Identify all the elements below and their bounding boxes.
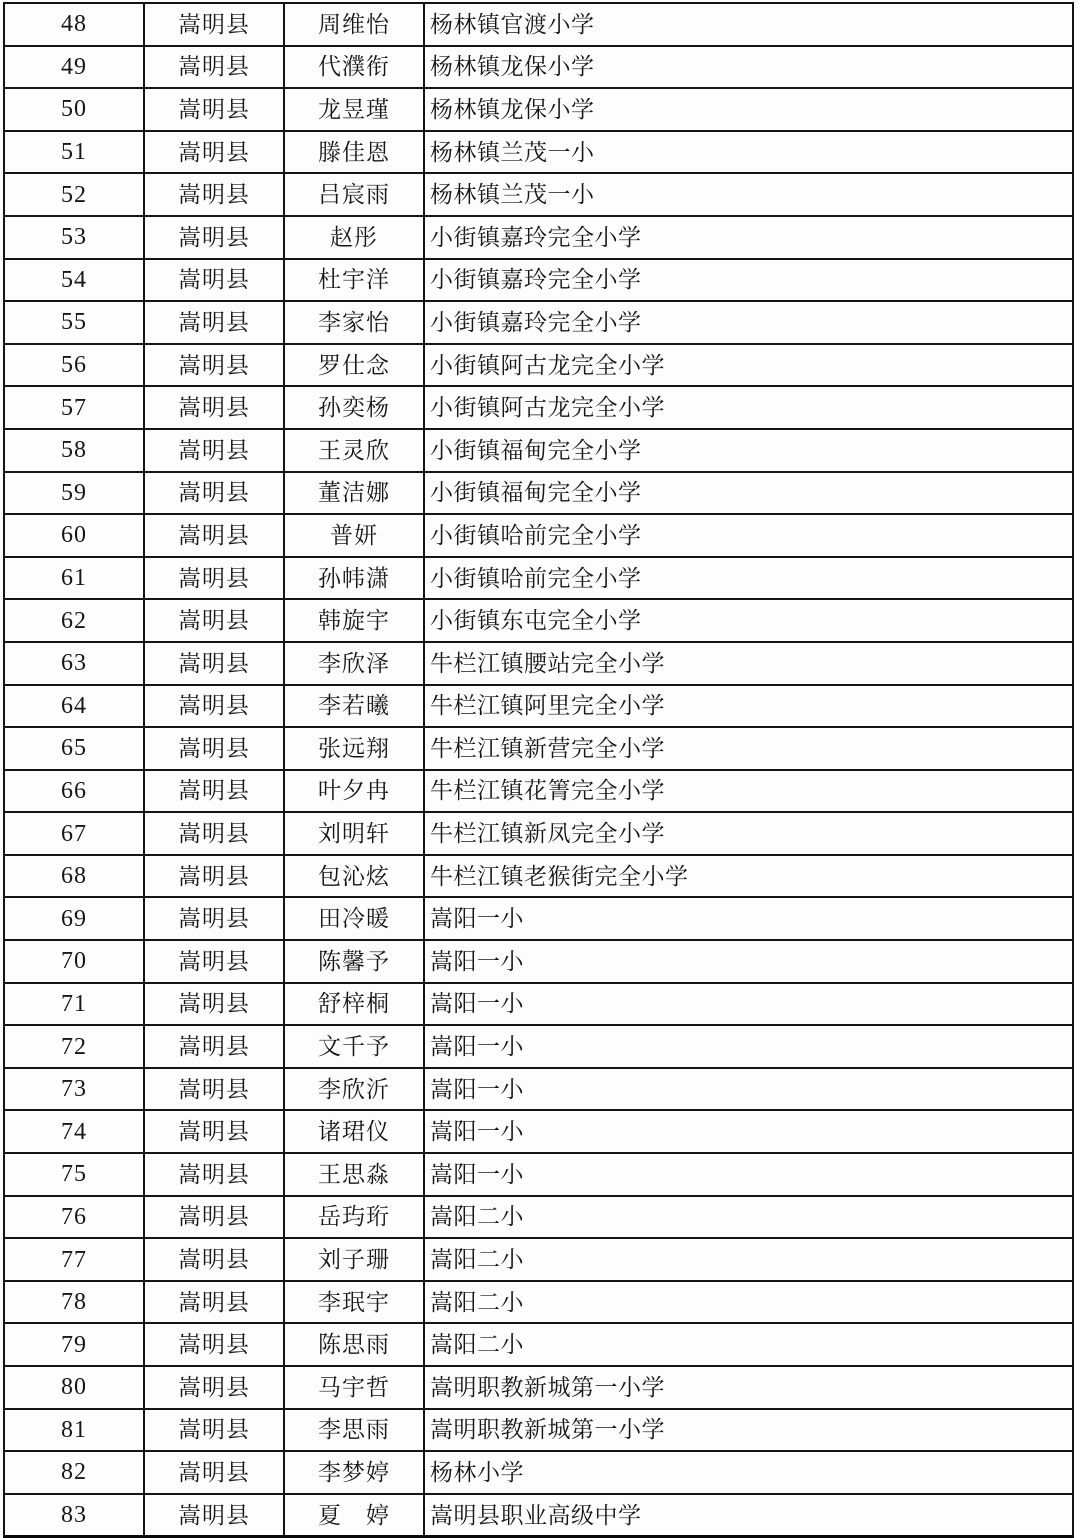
school-cell: 小街镇福甸完全小学 bbox=[424, 429, 1073, 472]
county-cell: 嵩明县 bbox=[144, 855, 284, 898]
row-number-cell: 54 bbox=[4, 259, 144, 302]
name-cell: 李若曦 bbox=[284, 685, 424, 728]
county-cell: 嵩明县 bbox=[144, 557, 284, 600]
row-number-cell: 66 bbox=[4, 770, 144, 813]
table-row bbox=[4, 1451, 1073, 1494]
table-row bbox=[4, 1323, 1073, 1366]
row-number-cell: 79 bbox=[4, 1323, 144, 1366]
name-cell: 周维怡 bbox=[284, 3, 424, 46]
name-cell: 刘子珊 bbox=[284, 1238, 424, 1281]
school-cell: 牛栏江镇花箐完全小学 bbox=[424, 770, 1073, 813]
school-cell: 嵩阳二小 bbox=[424, 1196, 1073, 1239]
row-number-cell: 53 bbox=[4, 216, 144, 259]
county-cell: 嵩明县 bbox=[144, 685, 284, 728]
county-cell: 嵩明县 bbox=[144, 897, 284, 940]
name-cell: 陈思雨 bbox=[284, 1323, 424, 1366]
school-cell: 嵩明职教新城第一小学 bbox=[424, 1366, 1073, 1409]
school-cell: 杨林镇兰茂一小 bbox=[424, 173, 1073, 216]
county-cell: 嵩明县 bbox=[144, 3, 284, 46]
county-cell: 嵩明县 bbox=[144, 1153, 284, 1196]
row-number-cell: 59 bbox=[4, 472, 144, 515]
table-row bbox=[4, 1025, 1073, 1068]
school-cell: 嵩阳二小 bbox=[424, 1238, 1073, 1281]
name-cell: 包沁炫 bbox=[284, 855, 424, 898]
row-number-cell: 49 bbox=[4, 46, 144, 89]
school-cell: 嵩阳一小 bbox=[424, 1153, 1073, 1196]
table-row bbox=[4, 88, 1073, 131]
row-number-cell: 75 bbox=[4, 1153, 144, 1196]
table-row bbox=[4, 173, 1073, 216]
table-row bbox=[4, 897, 1073, 940]
county-cell: 嵩明县 bbox=[144, 472, 284, 515]
name-cell: 舒梓桐 bbox=[284, 983, 424, 1026]
name-cell: 田冷暖 bbox=[284, 897, 424, 940]
table-row bbox=[4, 855, 1073, 898]
name-cell: 赵彤 bbox=[284, 216, 424, 259]
name-cell: 马宇哲 bbox=[284, 1366, 424, 1409]
row-number-cell: 64 bbox=[4, 685, 144, 728]
table-row bbox=[4, 1068, 1073, 1111]
county-cell: 嵩明县 bbox=[144, 812, 284, 855]
table-row bbox=[4, 642, 1073, 685]
county-cell: 嵩明县 bbox=[144, 1366, 284, 1409]
table-row bbox=[4, 685, 1073, 728]
row-number-cell: 78 bbox=[4, 1281, 144, 1324]
row-number-cell: 48 bbox=[4, 3, 144, 46]
county-cell: 嵩明县 bbox=[144, 1110, 284, 1153]
table-row bbox=[4, 1196, 1073, 1239]
county-cell: 嵩明县 bbox=[144, 1323, 284, 1366]
county-cell: 嵩明县 bbox=[144, 1451, 284, 1494]
school-cell: 小街镇福甸完全小学 bbox=[424, 472, 1073, 515]
school-cell: 嵩阳一小 bbox=[424, 1025, 1073, 1068]
county-cell: 嵩明县 bbox=[144, 46, 284, 89]
school-cell: 牛栏江镇阿里完全小学 bbox=[424, 685, 1073, 728]
table-row bbox=[4, 3, 1073, 46]
county-cell: 嵩明县 bbox=[144, 727, 284, 770]
name-cell: 文千予 bbox=[284, 1025, 424, 1068]
school-cell: 小街镇嘉玲完全小学 bbox=[424, 259, 1073, 302]
school-cell: 嵩明职教新城第一小学 bbox=[424, 1409, 1073, 1452]
name-cell: 李珉宇 bbox=[284, 1281, 424, 1324]
county-cell: 嵩明县 bbox=[144, 429, 284, 472]
school-cell: 杨林镇龙保小学 bbox=[424, 46, 1073, 89]
table-row bbox=[4, 46, 1073, 89]
school-cell: 嵩明县职业高级中学 bbox=[424, 1494, 1073, 1538]
school-cell: 小街镇东屯完全小学 bbox=[424, 599, 1073, 642]
row-number-cell: 61 bbox=[4, 557, 144, 600]
name-cell: 龙昱瑾 bbox=[284, 88, 424, 131]
row-number-cell: 69 bbox=[4, 897, 144, 940]
student-roster-table-body bbox=[4, 3, 1073, 1538]
table-row bbox=[4, 216, 1073, 259]
county-cell: 嵩明县 bbox=[144, 1494, 284, 1538]
row-number-cell: 50 bbox=[4, 88, 144, 131]
row-number-cell: 70 bbox=[4, 940, 144, 983]
county-cell: 嵩明县 bbox=[144, 1238, 284, 1281]
name-cell: 代濮衔 bbox=[284, 46, 424, 89]
county-cell: 嵩明县 bbox=[144, 259, 284, 302]
county-cell: 嵩明县 bbox=[144, 386, 284, 429]
name-cell: 吕宸雨 bbox=[284, 173, 424, 216]
school-cell: 杨林镇龙保小学 bbox=[424, 88, 1073, 131]
row-number-cell: 67 bbox=[4, 812, 144, 855]
school-cell: 牛栏江镇新营完全小学 bbox=[424, 727, 1073, 770]
name-cell: 王思淼 bbox=[284, 1153, 424, 1196]
row-number-cell: 60 bbox=[4, 514, 144, 557]
name-cell: 王灵欣 bbox=[284, 429, 424, 472]
row-number-cell: 62 bbox=[4, 599, 144, 642]
table-row bbox=[4, 1153, 1073, 1196]
row-number-cell: 57 bbox=[4, 386, 144, 429]
county-cell: 嵩明县 bbox=[144, 940, 284, 983]
name-cell: 滕佳恩 bbox=[284, 131, 424, 174]
name-cell: 诸珺仪 bbox=[284, 1110, 424, 1153]
row-number-cell: 81 bbox=[4, 1409, 144, 1452]
table-row bbox=[4, 1238, 1073, 1281]
table-row bbox=[4, 557, 1073, 600]
county-cell: 嵩明县 bbox=[144, 599, 284, 642]
county-cell: 嵩明县 bbox=[144, 88, 284, 131]
name-cell: 李思雨 bbox=[284, 1409, 424, 1452]
county-cell: 嵩明县 bbox=[144, 642, 284, 685]
row-number-cell: 82 bbox=[4, 1451, 144, 1494]
table-row bbox=[4, 727, 1073, 770]
school-cell: 牛栏江镇老猴街完全小学 bbox=[424, 855, 1073, 898]
table-row bbox=[4, 940, 1073, 983]
school-cell: 小街镇哈前完全小学 bbox=[424, 514, 1073, 557]
table-row bbox=[4, 301, 1073, 344]
name-cell: 董洁娜 bbox=[284, 472, 424, 515]
name-cell: 叶夕冉 bbox=[284, 770, 424, 813]
table-row bbox=[4, 983, 1073, 1026]
county-cell: 嵩明县 bbox=[144, 1068, 284, 1111]
school-cell: 小街镇嘉玲完全小学 bbox=[424, 216, 1073, 259]
county-cell: 嵩明县 bbox=[144, 1025, 284, 1068]
school-cell: 杨林镇兰茂一小 bbox=[424, 131, 1073, 174]
county-cell: 嵩明县 bbox=[144, 1409, 284, 1452]
row-number-cell: 63 bbox=[4, 642, 144, 685]
county-cell: 嵩明县 bbox=[144, 770, 284, 813]
table-row bbox=[4, 259, 1073, 302]
county-cell: 嵩明县 bbox=[144, 216, 284, 259]
table-row bbox=[4, 599, 1073, 642]
table-row bbox=[4, 1494, 1073, 1538]
row-number-cell: 76 bbox=[4, 1196, 144, 1239]
name-cell: 孙帏潇 bbox=[284, 557, 424, 600]
table-row bbox=[4, 429, 1073, 472]
county-cell: 嵩明县 bbox=[144, 514, 284, 557]
table-row bbox=[4, 1409, 1073, 1452]
table-row bbox=[4, 514, 1073, 557]
county-cell: 嵩明县 bbox=[144, 983, 284, 1026]
row-number-cell: 83 bbox=[4, 1494, 144, 1538]
row-number-cell: 77 bbox=[4, 1238, 144, 1281]
county-cell: 嵩明县 bbox=[144, 131, 284, 174]
name-cell: 李家怡 bbox=[284, 301, 424, 344]
school-cell: 嵩阳二小 bbox=[424, 1323, 1073, 1366]
row-number-cell: 80 bbox=[4, 1366, 144, 1409]
county-cell: 嵩明县 bbox=[144, 173, 284, 216]
row-number-cell: 68 bbox=[4, 855, 144, 898]
name-cell: 陈馨予 bbox=[284, 940, 424, 983]
county-cell: 嵩明县 bbox=[144, 301, 284, 344]
school-cell: 小街镇阿古龙完全小学 bbox=[424, 344, 1073, 387]
school-cell: 嵩阳一小 bbox=[424, 940, 1073, 983]
row-number-cell: 56 bbox=[4, 344, 144, 387]
row-number-cell: 51 bbox=[4, 131, 144, 174]
school-cell: 嵩阳一小 bbox=[424, 897, 1073, 940]
table-row bbox=[4, 344, 1073, 387]
school-cell: 嵩阳一小 bbox=[424, 983, 1073, 1026]
county-cell: 嵩明县 bbox=[144, 1196, 284, 1239]
table-row bbox=[4, 1366, 1073, 1409]
school-cell: 小街镇阿古龙完全小学 bbox=[424, 386, 1073, 429]
name-cell: 孙奕杨 bbox=[284, 386, 424, 429]
row-number-cell: 65 bbox=[4, 727, 144, 770]
school-cell: 杨林小学 bbox=[424, 1451, 1073, 1494]
county-cell: 嵩明县 bbox=[144, 1281, 284, 1324]
table-row bbox=[4, 1281, 1073, 1324]
name-cell: 普妍 bbox=[284, 514, 424, 557]
table-row bbox=[4, 386, 1073, 429]
name-cell: 罗仕念 bbox=[284, 344, 424, 387]
name-cell: 韩旋宇 bbox=[284, 599, 424, 642]
table-row bbox=[4, 1110, 1073, 1153]
name-cell: 李梦婷 bbox=[284, 1451, 424, 1494]
row-number-cell: 52 bbox=[4, 173, 144, 216]
name-cell: 张远翔 bbox=[284, 727, 424, 770]
county-cell: 嵩明县 bbox=[144, 344, 284, 387]
row-number-cell: 72 bbox=[4, 1025, 144, 1068]
name-cell: 李欣泽 bbox=[284, 642, 424, 685]
school-cell: 小街镇哈前完全小学 bbox=[424, 557, 1073, 600]
school-cell: 牛栏江镇腰站完全小学 bbox=[424, 642, 1073, 685]
row-number-cell: 74 bbox=[4, 1110, 144, 1153]
name-cell: 刘明轩 bbox=[284, 812, 424, 855]
name-cell: 夏 婷 bbox=[284, 1494, 424, 1538]
school-cell: 嵩阳一小 bbox=[424, 1068, 1073, 1111]
school-cell: 杨林镇官渡小学 bbox=[424, 3, 1073, 46]
row-number-cell: 55 bbox=[4, 301, 144, 344]
school-cell: 小街镇嘉玲完全小学 bbox=[424, 301, 1073, 344]
row-number-cell: 73 bbox=[4, 1068, 144, 1111]
table-row bbox=[4, 472, 1073, 515]
name-cell: 李欣沂 bbox=[284, 1068, 424, 1111]
row-number-cell: 58 bbox=[4, 429, 144, 472]
table-row bbox=[4, 770, 1073, 813]
table-row bbox=[4, 131, 1073, 174]
school-cell: 嵩阳一小 bbox=[424, 1110, 1073, 1153]
school-cell: 嵩阳二小 bbox=[424, 1281, 1073, 1324]
name-cell: 杜宇洋 bbox=[284, 259, 424, 302]
table-row bbox=[4, 812, 1073, 855]
name-cell: 岳玙珩 bbox=[284, 1196, 424, 1239]
school-cell: 牛栏江镇新凤完全小学 bbox=[424, 812, 1073, 855]
student-roster-table bbox=[3, 2, 1074, 1538]
row-number-cell: 71 bbox=[4, 983, 144, 1026]
